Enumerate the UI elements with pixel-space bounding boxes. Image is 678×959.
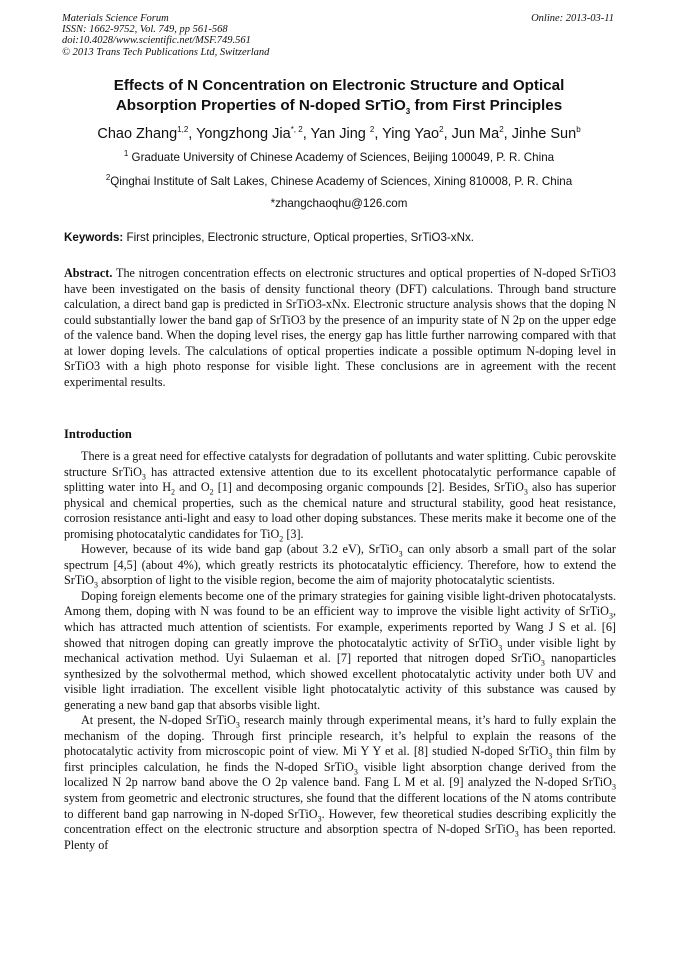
journal-name: Materials Science Forum: [62, 13, 169, 24]
paragraph-2: However, because of its wide band gap (about 3.2 eV), SrTiO$_3$ can only absorb a small part of the solar spectrum [4,5] (about 4%), which greatly restricts its photocatalytic efficiency. Therefore, how to extend the SrTiO$_3$ absorption of light to the visible region, become the aim of majority photocatalytic scientists.: [64, 542, 616, 590]
keywords: [64, 230, 616, 246]
title-line-2: Absorption Properties of N-doped SrTiO$_3$ from First Principles: [115, 97, 563, 117]
author-name: , Jinhe Sun: [503, 126, 577, 142]
paragraph-3: Doping foreign elements become one of the primary strategies for gaining visible light-driven photocatalysts. Among them, doping with N was found to be an efficient way to improve the visible light activity of SrTiO$_3$, which has attracted much attention of scientists. For example, experiments reported by Wang J S et al. [6] showed that nitrogen doping can greatly improve the photocatalytic activity of SrTiO$_3$ under visible light by mechanical activation method. Uyi Sulaeman et al. [7] reported that nitrogen doped SrTiO$_3$ nanoparticles synthesized by the solvothermal method, which showed excellent photocatalytic activity under both UV and visible light irradiation. The excellent visible light photocatalytic activity of this substance was caused by generating a new band gap that absorbs visible light.: [64, 588, 617, 712]
journal-header: [62, 13, 614, 58]
abstract-label: Abstract.: [64, 266, 113, 280]
section-heading-introduction: Introduction: [64, 427, 132, 441]
copyright-line: © 2013 Trans Tech Publications Ltd, Switzerland: [62, 46, 270, 58]
abstract-text: The nitrogen concentration effects on electronic structures and optical properties of N-doped SrTiO3 have been investigated on the basis of density functional theory (DFT) calculations. Through band structure calculation, a direct band gap is predicted in SrTiO3-xNx. Electronic structure analysis shows that the doping N could substantially lower the band gap of SrTiO3 by the presence of an impurity state of N 2p on the upper edge of the valence band. When the doping level rises, the energy gap has little further narrowing compared with that at lower doping levels. The calculations of optical properties indicate a possible optimum N-doping level in SrTiO3 with a high photo response for visible light. These conclusions are in agreement with the recent experimental results.: [64, 266, 616, 389]
author-name: , Yongzhong Jia: [188, 126, 291, 142]
online-date: Online: 2013-03-11: [531, 13, 614, 24]
affiliation-2: $^2$Qinghai Institute of Salt Lakes, Chinese Academy of Sciences, Xining 810008, P. R. China: [105, 173, 573, 188]
paragraph-4: At present, the N-doped SrTiO$_3$ research mainly through experimental means, it’s hard to fully explain the mechanism of the doping. Through first principle research, it’s helpful to explain the reasons of the photocatalytic activity from microscopic point of view. Mi Y Y et al. [8] studied N-doped SrTiO$_3$ thin film by first principles calculation, he finds the N-doped SrTiO$_3$ visible light absorption change derived from the localized N 2p narrow band above the O 2p valence band. Fang L M et al. [9] analyzed the N-doped SrTiO$_3$ system from geometric and electronic structures, she found that the different locations of the N atoms contribute to different band gap narrowing in N-doped SrTiO$_3$. However, few theoretical studies describing explicitly the concentration effect on the electronic structure and absorption spectra of N-doped SrTiO$_3$ has been reported. Plenty of: [64, 713, 616, 852]
issn-line: ISSN: 1662-9752, Vol. 749, pp 561-568: [62, 24, 228, 36]
doi-line: doi:10.4028/www.scientific.net/MSF.749.561: [62, 35, 251, 47]
keywords-text: First principles, Electronic structure, Optical properties, SrTiO3-xNx.: [123, 231, 474, 244]
author-list: Chao Zhang$^{1,2}$, Yongzhong Jia$^{*, 2}$, Yan Jing $^2$, Ying Yao$^2$, Jun Ma$^2$, Jinhe Sun$^b$: [97, 125, 581, 142]
paragraph-1: There is a great need for effective catalysts for degradation of pollutants and water splitting. Cubic perovskite structure SrTiO$_3$ has attracted extensive attention due to its excellent photocatalytic performance capable of splitting water into $H_2$ and $O_2$ [1] and decomposing organic compounds [2]. Besides, SrTiO$_3$ also has superior physical and chemical properties, such as the chemical nature and structural stability, good heat resistance, corrosion resistance anti-light and easy to load other doping substances. These merits make it become one of the promising photocatalytic candidates for TiO$_2$ [3].: [64, 449, 616, 544]
author-name: Chao Zhang: [97, 126, 178, 142]
paper-title: [40, 76, 638, 116]
author-name: , Yan Jing: [302, 126, 370, 142]
corresponding-email: *zhangchaoqhu@126.com: [270, 197, 408, 210]
title-line-1: Effects of N Concentration on Electronic Structure and Optical: [113, 77, 565, 94]
keywords-label: Keywords:: [64, 231, 124, 244]
introduction-body: [64, 449, 616, 853]
abstract: [64, 266, 616, 390]
author-name: , Jun Ma: [443, 126, 500, 142]
author-name: , Ying Yao: [374, 126, 440, 142]
affiliation-1: $^1$ Graduate University of Chinese Academy of Sciences, Beijing 100049, P. R. China: [123, 149, 555, 164]
